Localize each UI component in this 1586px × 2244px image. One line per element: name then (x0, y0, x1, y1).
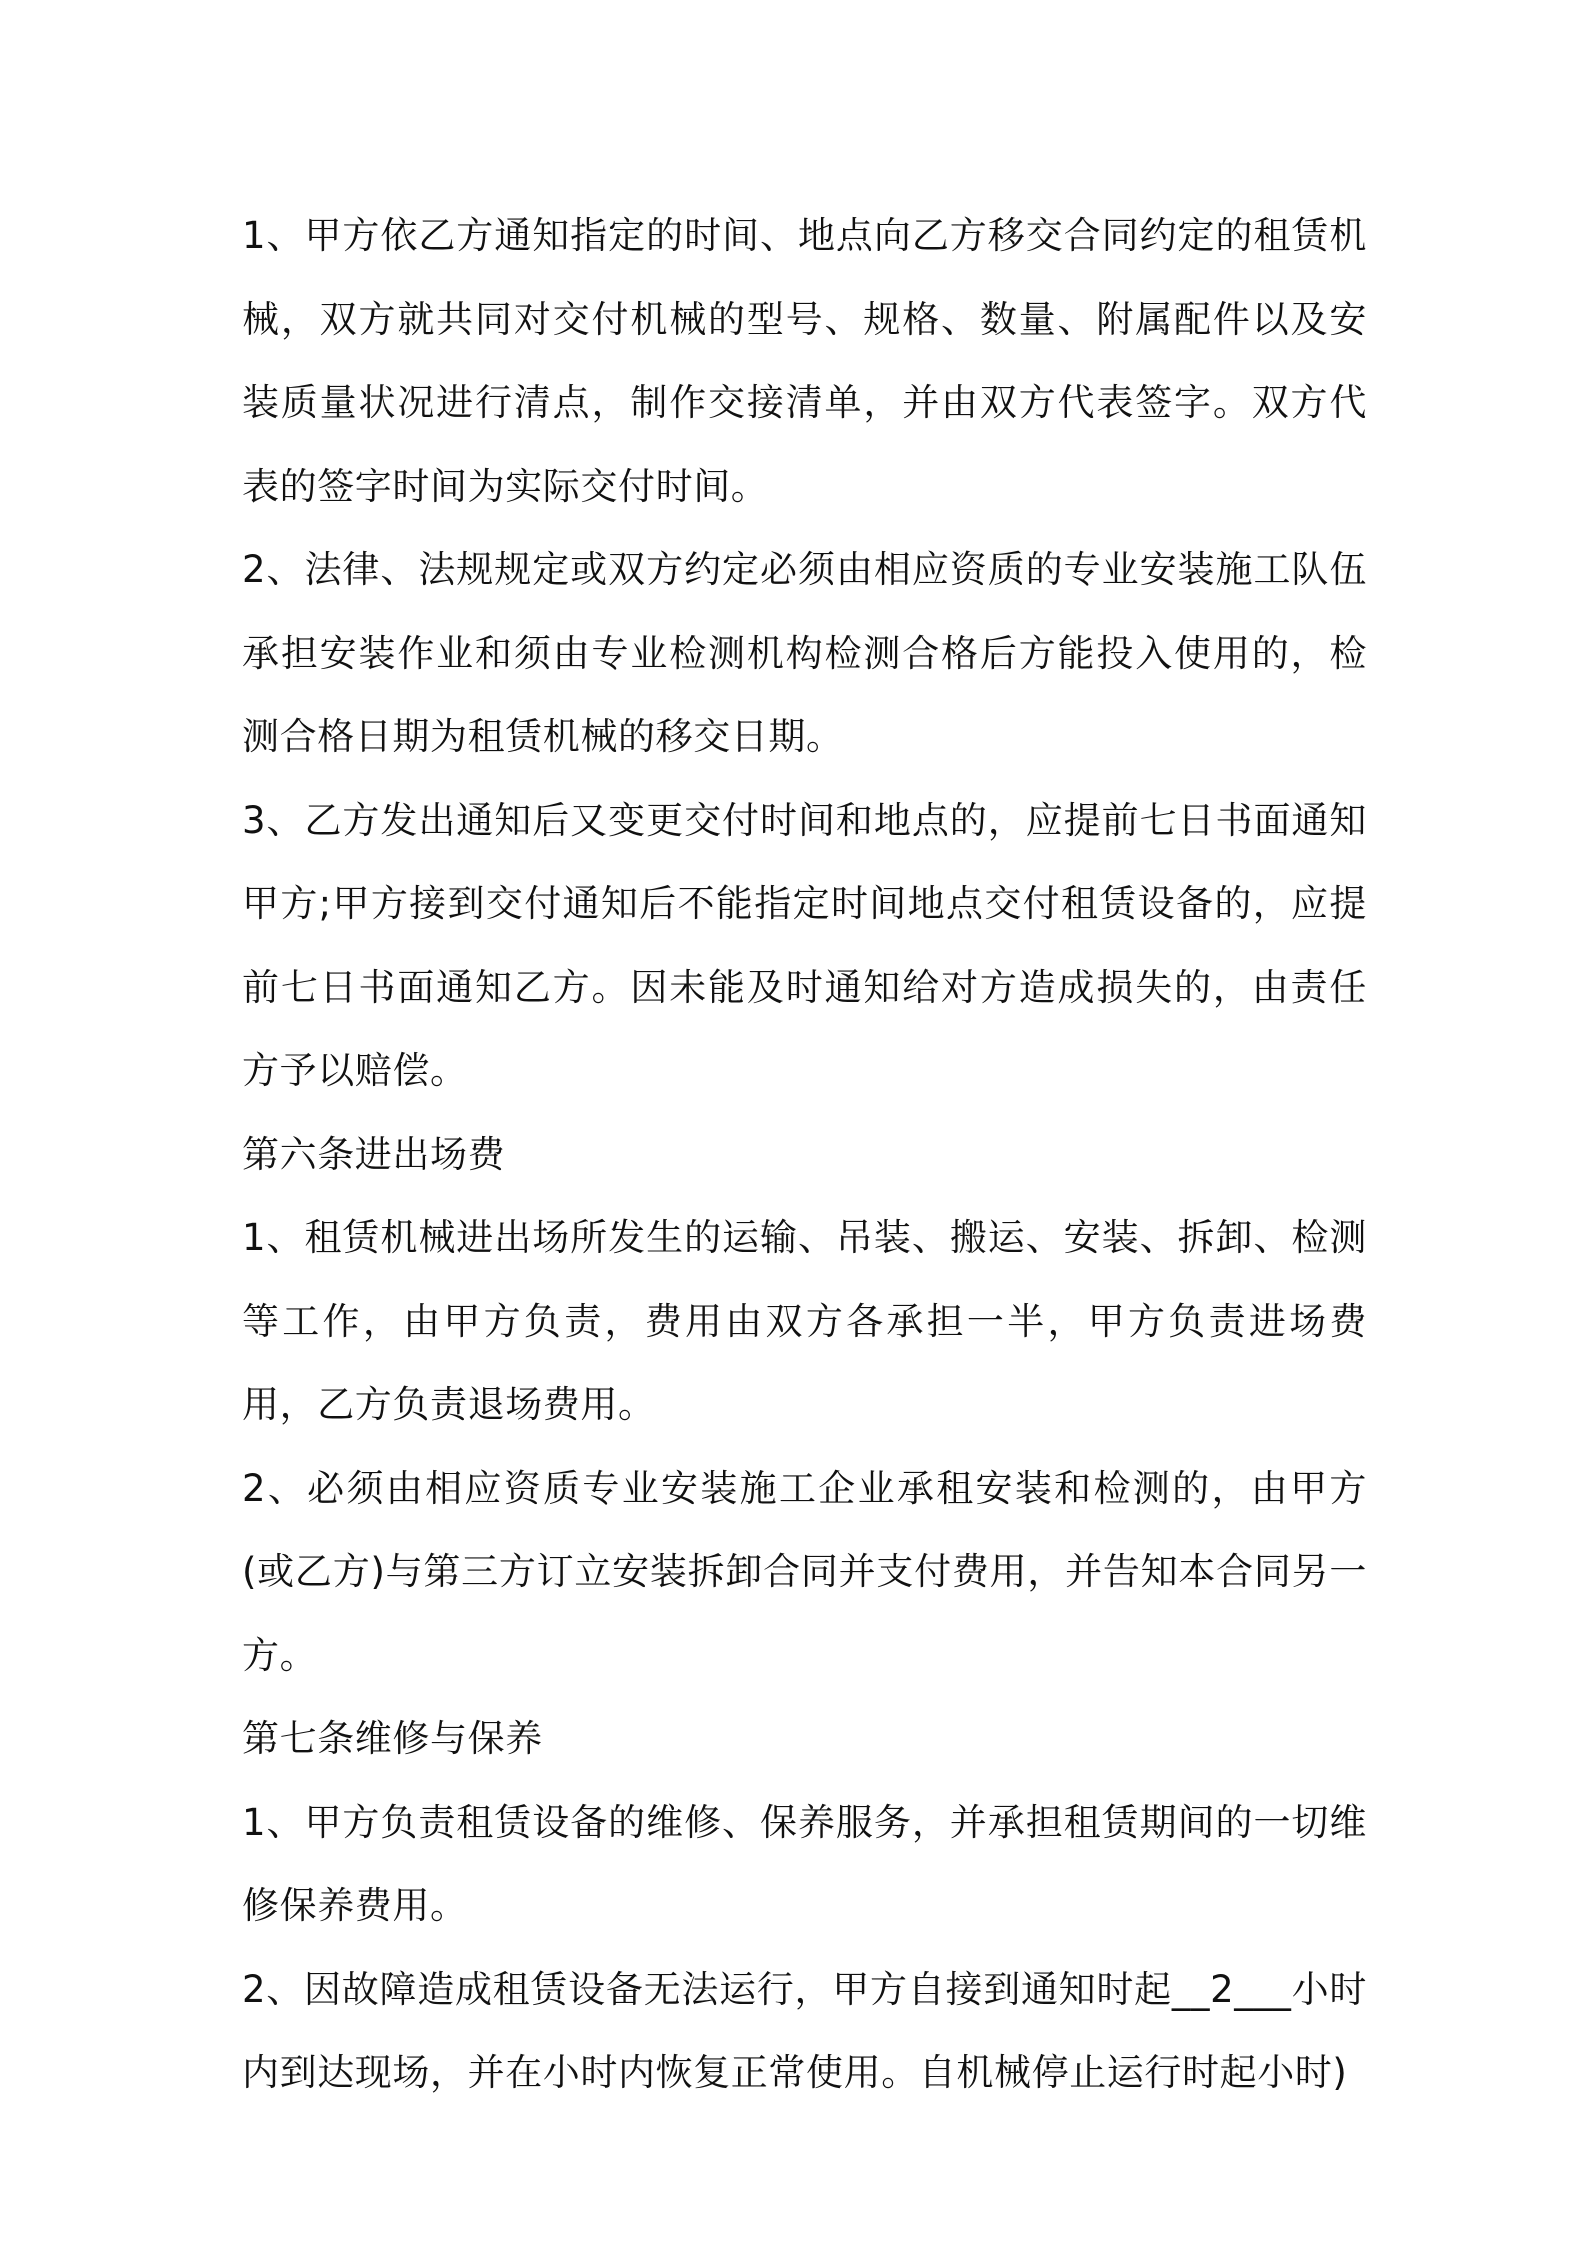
clause-5-item-2: 2、法律、法规规定或双方约定必须由相应资质的专业安装施工队伍承担安装作业和须由专业检测机构检测合格后方能投入使用的，检测合格日期为租赁机械的移交日期。 (242, 548, 1367, 758)
clause-7-item-1: 1、甲方负责租赁设备的维修、保养服务，并承担租赁期间的一切维修保养费用。 (242, 1800, 1367, 1927)
document-body (242, 194, 1367, 2115)
clause-7-item-2: 2、因故障造成租赁设备无法运行，甲方自接到通知时起__2___小时内到达现场，并在小时内恢复正常使用。自机械停止运行时起小时) (242, 1967, 1367, 2094)
clause-6-item-2: 2、必须由相应资质专业安装施工企业承租安装和检测的，由甲方(或乙方)与第三方订立安装拆卸合同并支付费用，并告知本合同另一方。 (242, 1466, 1367, 1677)
clause-7-heading: 第七条维修与保养 (242, 1717, 543, 1760)
clause-6-heading: 第六条进出场费 (242, 1132, 506, 1176)
clause-5-item-3: 3、乙方发出通知后又变更交付时间和地点的，应提前七日书面通知甲方;甲方接到交付通知后不能指定时间地点交付租赁设备的，应提前七日书面通知乙方。因未能及时通知给对方造成损失的，由责任方予以赔偿。 (242, 798, 1367, 1092)
clause-5-item-1: 1、甲方依乙方通知指定的时间、地点向乙方移交合同约定的租赁机械，双方就共同对交付机械的型号、规格、数量、附属配件以及安装质量状况进行清点，制作交接清单，并由双方代表签字。双方代表的签字时间为实际交付时间。 (242, 214, 1367, 508)
clause-6-item-1: 1、租赁机械进出场所发生的运输、吊装、搬运、安装、拆卸、检测等工作，由甲方负责，费用由双方各承担一半，甲方负责进场费用，乙方负责退场费用。 (242, 1216, 1367, 1426)
